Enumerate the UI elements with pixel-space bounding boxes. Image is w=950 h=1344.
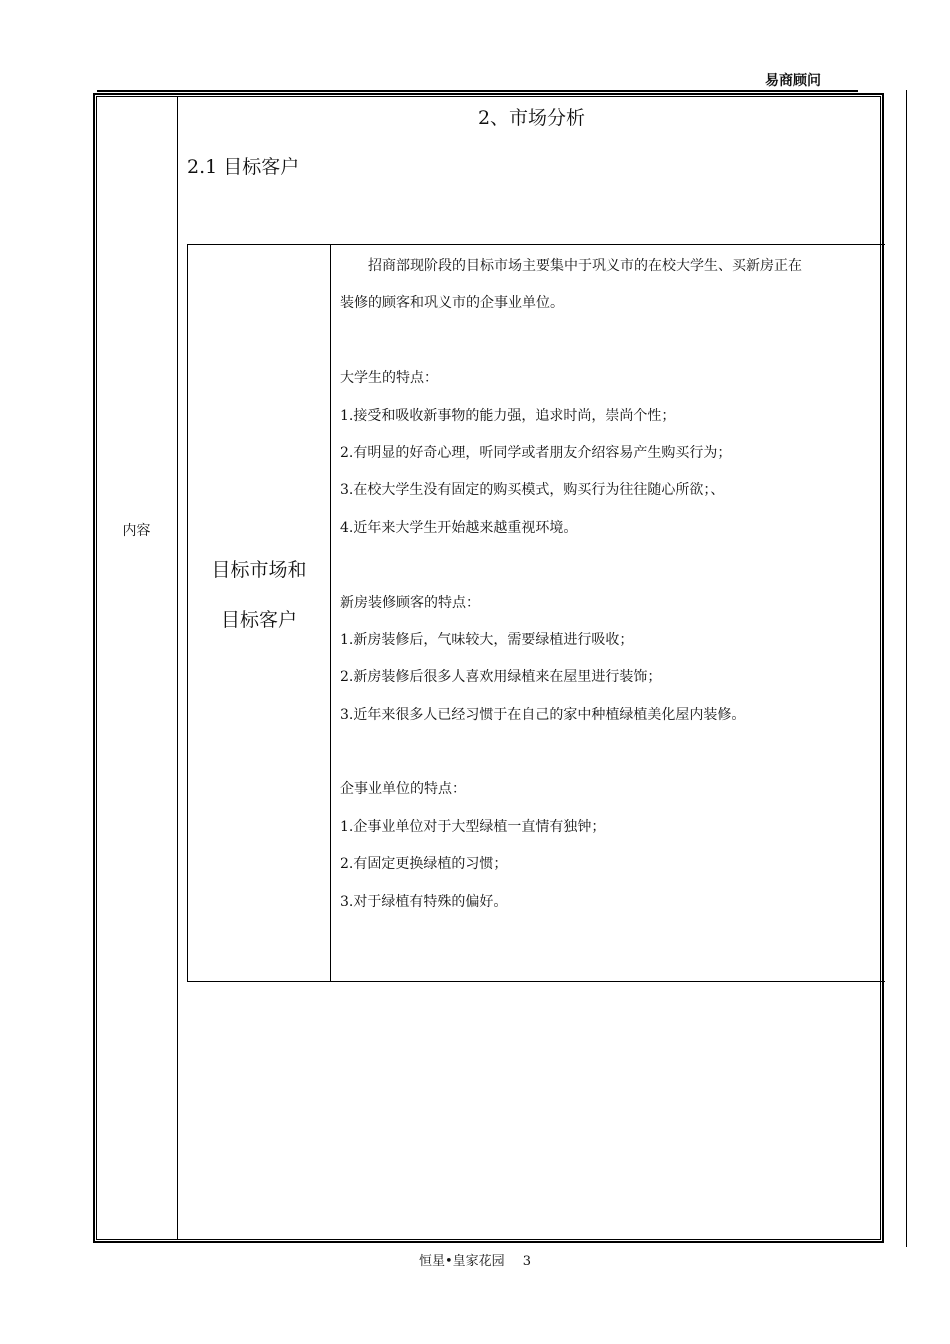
- page-number: 3: [522, 1254, 531, 1269]
- list-item: 3.在校大学生没有固定的购买模式，购买行为往往随心所欲；、: [340, 482, 725, 499]
- enterprises-heading: 企事业单位的特点：: [340, 781, 466, 798]
- homeowners-heading: 新房装修顾客的特点：: [340, 594, 480, 611]
- list-item: 3.对于绿植有特殊的偏好。: [340, 893, 508, 910]
- intro-line: 装修的顾客和巩义市的企事业单位。: [340, 295, 564, 312]
- spacer: [340, 323, 900, 360]
- footer-text: 恒星•皇家花园: [419, 1254, 505, 1269]
- header-brand: 易商顾问: [765, 73, 821, 89]
- intro-line: 招商部现阶段的目标市场主要集中于巩义市的在校大学生、买新房正在: [340, 258, 802, 274]
- target-market-label-line1: 目标市场和: [211, 559, 307, 581]
- spacer: [340, 547, 900, 584]
- section-label: 内容: [122, 523, 151, 539]
- list-item: 2.有固定更换绿植的习惯；: [340, 856, 508, 873]
- list-item: 1.新房装修后，气味较大，需要绿植进行吸收；: [340, 631, 634, 648]
- page-footer: [0, 1250, 950, 1269]
- list-item: 3.近年来很多人已经习惯于在自己的家中种植绿植美化屋内装修。: [340, 706, 746, 723]
- list-item: 4.近年来大学生开始越来越重视环境。: [340, 519, 578, 536]
- label-column-divider: [177, 96, 178, 1240]
- target-market-table-divider: [330, 244, 331, 982]
- list-item: 1.接受和吸收新事物的能力强，追求时尚，崇尚个性；: [340, 407, 676, 424]
- side-rule: [906, 90, 907, 1247]
- target-market-label-line2: 目标客户: [220, 609, 297, 631]
- target-market-label: [188, 545, 330, 645]
- header-rule: [97, 90, 858, 92]
- list-item: 2.有明显的好奇心理，听同学或者朋友介绍容易产生购买行为；: [340, 444, 732, 461]
- students-heading: 大学生的特点：: [340, 370, 438, 387]
- subsection-title: 2.1 目标客户: [187, 156, 300, 178]
- list-item: 2.新房装修后很多人喜欢用绿植来在屋里进行装饰；: [340, 669, 662, 686]
- list-item: 1.企事业单位对于大型绿植一直情有独钟；: [340, 818, 606, 835]
- target-market-content: [340, 248, 900, 921]
- spacer: [340, 734, 900, 771]
- section-title: 2、市场分析: [477, 107, 586, 129]
